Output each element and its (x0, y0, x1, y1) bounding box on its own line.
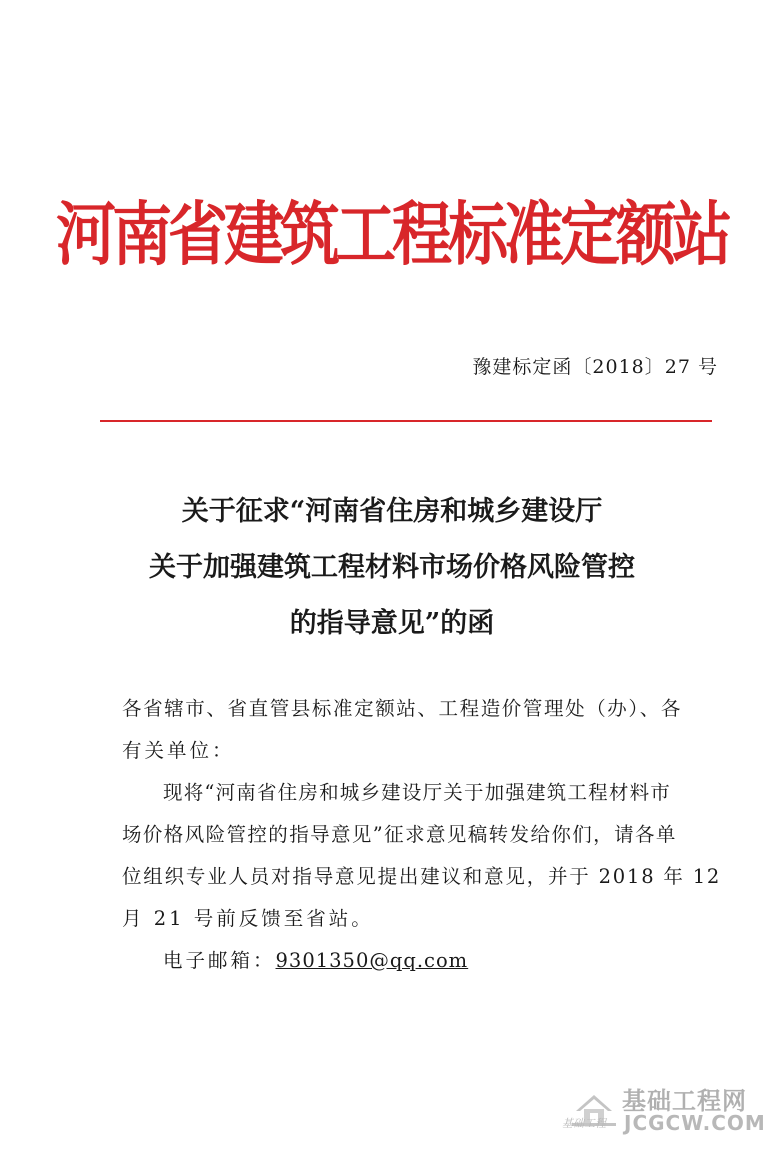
email-address-link[interactable]: 9301350@qq.com (275, 949, 469, 972)
body-line-2: 有关单位： (122, 739, 235, 762)
subject-line-1: 关于征求“河南省住房和城乡建设厅 (181, 496, 603, 527)
watermark-script-text: 基础工程 (562, 1117, 606, 1130)
site-watermark (562, 1081, 770, 1141)
body-line-4: 场价格风险管控的指导意见”征求意见稿转发给你们，请各单 (122, 823, 677, 846)
body-line-6: 月 21 号前反馈至省站。 (122, 907, 374, 930)
document-number: 豫建标定函〔2018〕27 号 (472, 356, 718, 378)
subject-line-3: 的指导意见”的函 (289, 608, 495, 639)
email-line (122, 940, 722, 982)
red-divider-line (100, 420, 712, 422)
body-line-1: 各省辖市、省直管县标准定额站、工程造价管理处（办）、各 (122, 697, 682, 720)
document-body (122, 688, 722, 982)
body-line-5: 位组织专业人员对指导意见提出建议和意见，并于 2018 年 12 (122, 865, 722, 888)
issuing-organization-title: 河南省建筑工程标准定额站 (56, 194, 728, 276)
watermark-site-name: 基础工程网 (622, 1087, 747, 1115)
email-label: 电子邮箱： (163, 949, 276, 972)
watermark-domain: JCGCW.COM (624, 1111, 766, 1135)
subject-line-2: 关于加强建筑工程材料市场价格风险管控 (149, 552, 635, 583)
body-line-3: 现将“河南省住房和城乡建设厅关于加强建筑工程材料市 (163, 781, 671, 804)
document-subject (0, 484, 784, 652)
